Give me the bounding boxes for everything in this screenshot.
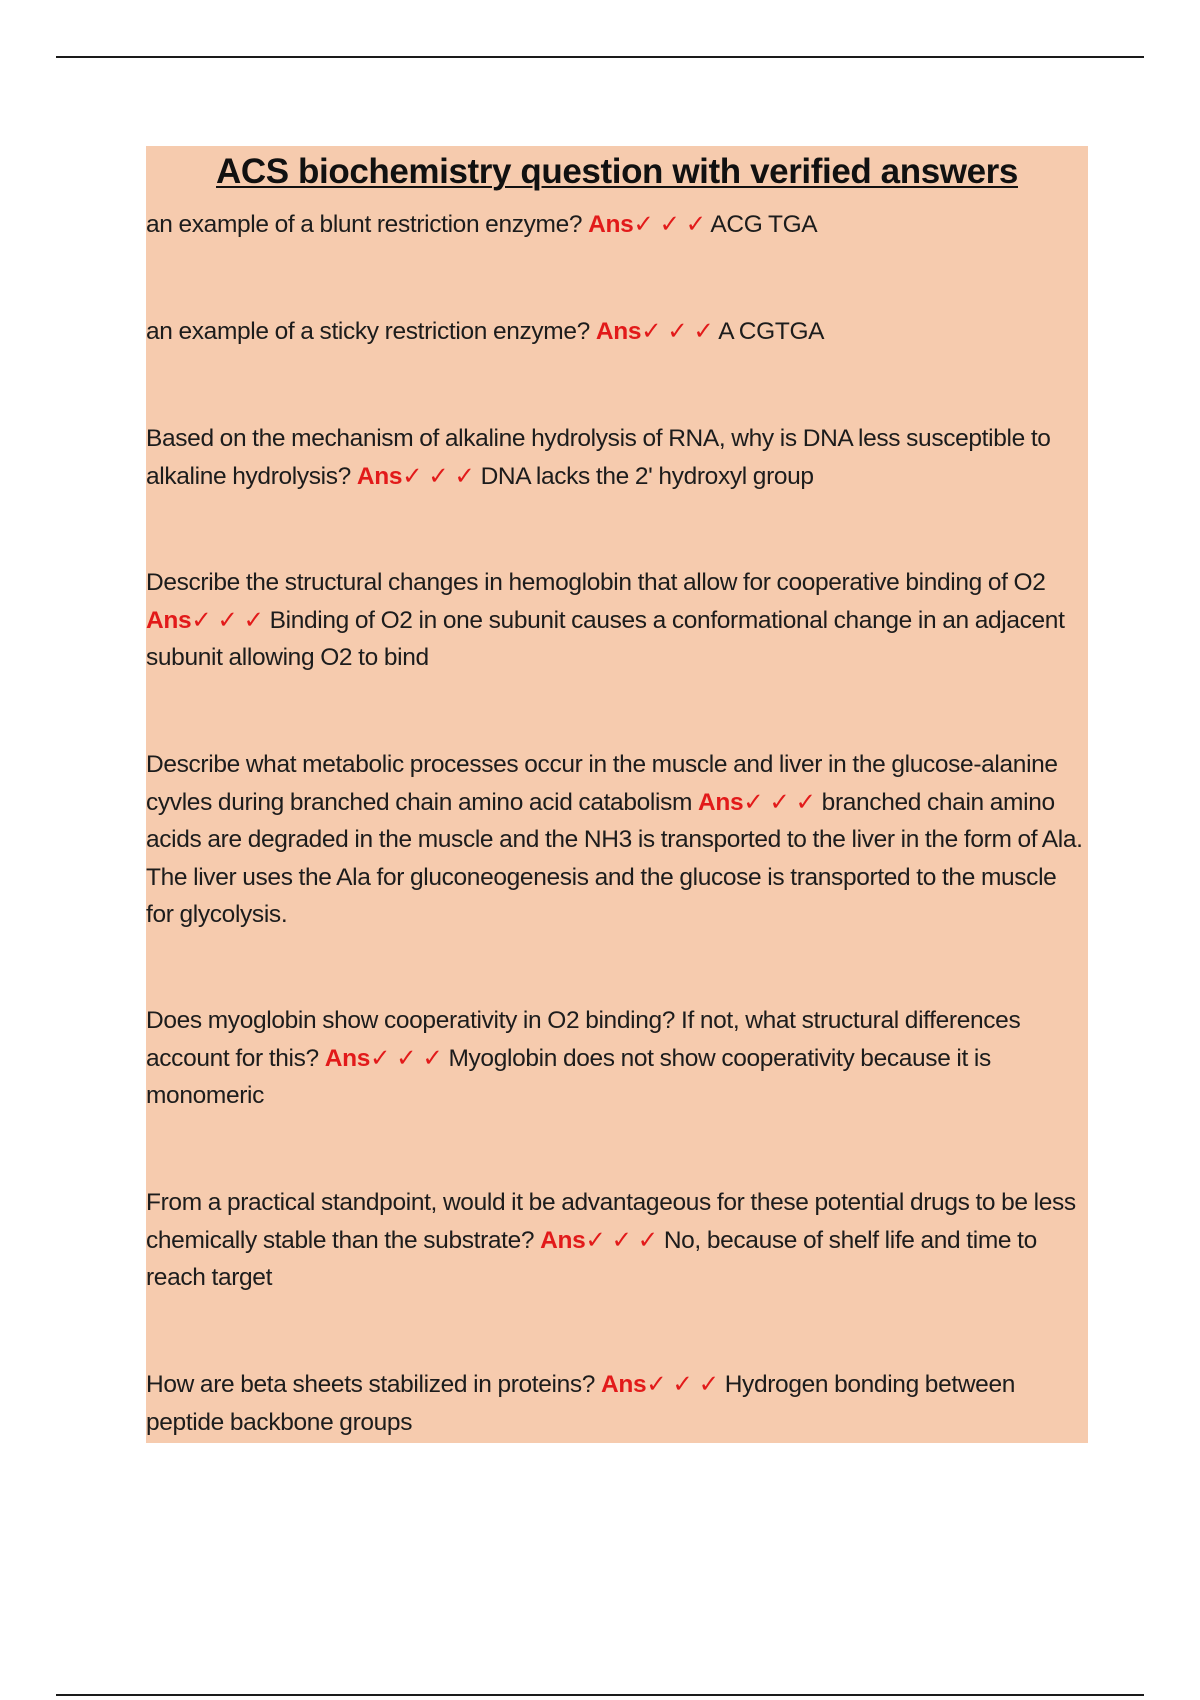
answer-text: A CGTGA bbox=[718, 318, 825, 345]
document-title: ACS biochemistry question with verified answers bbox=[216, 152, 1018, 191]
top-rule bbox=[56, 56, 1144, 58]
qa-item-3 bbox=[146, 420, 1088, 495]
answer-marker: Ans bbox=[595, 318, 642, 345]
check-marks-icon: ✓ ✓ ✓ bbox=[191, 606, 264, 634]
qa-item-4 bbox=[146, 564, 1088, 677]
check-marks-icon: ✓ ✓ ✓ bbox=[633, 211, 706, 238]
answer-marker: Ans bbox=[698, 788, 744, 816]
check-marks-icon: ✓ ✓ ✓ bbox=[641, 318, 714, 345]
question-text: Describe what metabolic processes occur in the muscle and liver in the glucose-alanine cyvles during branched chain amino acid catabolism bbox=[146, 751, 1058, 816]
check-marks-icon: ✓ ✓ ✓ bbox=[402, 462, 475, 490]
question-text: Based on the mechanism of alkaline hydrolysis of RNA, why is DNA less susceptible to alkaline hydrolysis? bbox=[146, 425, 1051, 490]
qa-item-2 bbox=[146, 313, 1088, 351]
answer-marker: Ans bbox=[324, 1044, 371, 1072]
question-text: From a practical standpoint, would it be advantageous for these potential drugs to be less chemically stable than the substrate? bbox=[146, 1189, 1076, 1254]
check-marks-icon: ✓ ✓ ✓ bbox=[370, 1044, 443, 1072]
question-text: an example of a blunt restriction enzyme? bbox=[146, 211, 583, 238]
check-marks-icon: ✓ ✓ ✓ bbox=[585, 1226, 658, 1254]
qa-content-panel bbox=[146, 146, 1088, 1443]
question-text: an example of a sticky restriction enzyme? bbox=[146, 318, 590, 345]
question-text: Does myoglobin show cooperativity in O2 binding? If not, what structural differences account for this? bbox=[146, 1007, 1021, 1072]
answer-text: DNA lacks the 2' hydroxyl group bbox=[480, 462, 814, 490]
answer-text: No, because of shelf life and time to reach target bbox=[146, 1226, 1037, 1291]
answer-text: branched chain amino acids are degraded in the muscle and the NH3 is transported to the liver in the form of Ala. The liver uses the Ala for gluconeogenesis and the glucose is transported to the muscle for glycolysis. bbox=[146, 788, 1083, 928]
question-text: Describe the structural changes in hemoglobin that allow for cooperative binding of O2 bbox=[146, 569, 1046, 596]
answer-marker: Ans bbox=[588, 211, 634, 238]
qa-item-1 bbox=[146, 206, 1088, 244]
answer-marker: Ans bbox=[146, 606, 192, 634]
answer-text: Myoglobin does not show cooperativity because it is monomeric bbox=[146, 1044, 991, 1109]
check-marks-icon: ✓ ✓ ✓ bbox=[743, 788, 816, 816]
question-text: How are beta sheets stabilized in proteins? bbox=[146, 1371, 596, 1398]
qa-item-5 bbox=[146, 746, 1088, 934]
qa-item-8 bbox=[146, 1366, 1088, 1441]
check-marks-icon: ✓ ✓ ✓ bbox=[646, 1371, 719, 1398]
bottom-rule bbox=[56, 1694, 1144, 1696]
qa-item-6 bbox=[146, 1002, 1088, 1115]
answer-text: ACG TGA bbox=[710, 211, 818, 238]
answer-text: Binding of O2 in one subunit causes a conformational change in an adjacent subunit allowing O2 to bind bbox=[146, 606, 1065, 671]
answer-marker: Ans bbox=[356, 462, 403, 490]
answer-text: Hydrogen bonding between peptide backbone groups bbox=[146, 1371, 1015, 1436]
answer-marker: Ans bbox=[601, 1371, 647, 1398]
answer-marker: Ans bbox=[540, 1226, 586, 1254]
qa-item-7 bbox=[146, 1184, 1088, 1297]
